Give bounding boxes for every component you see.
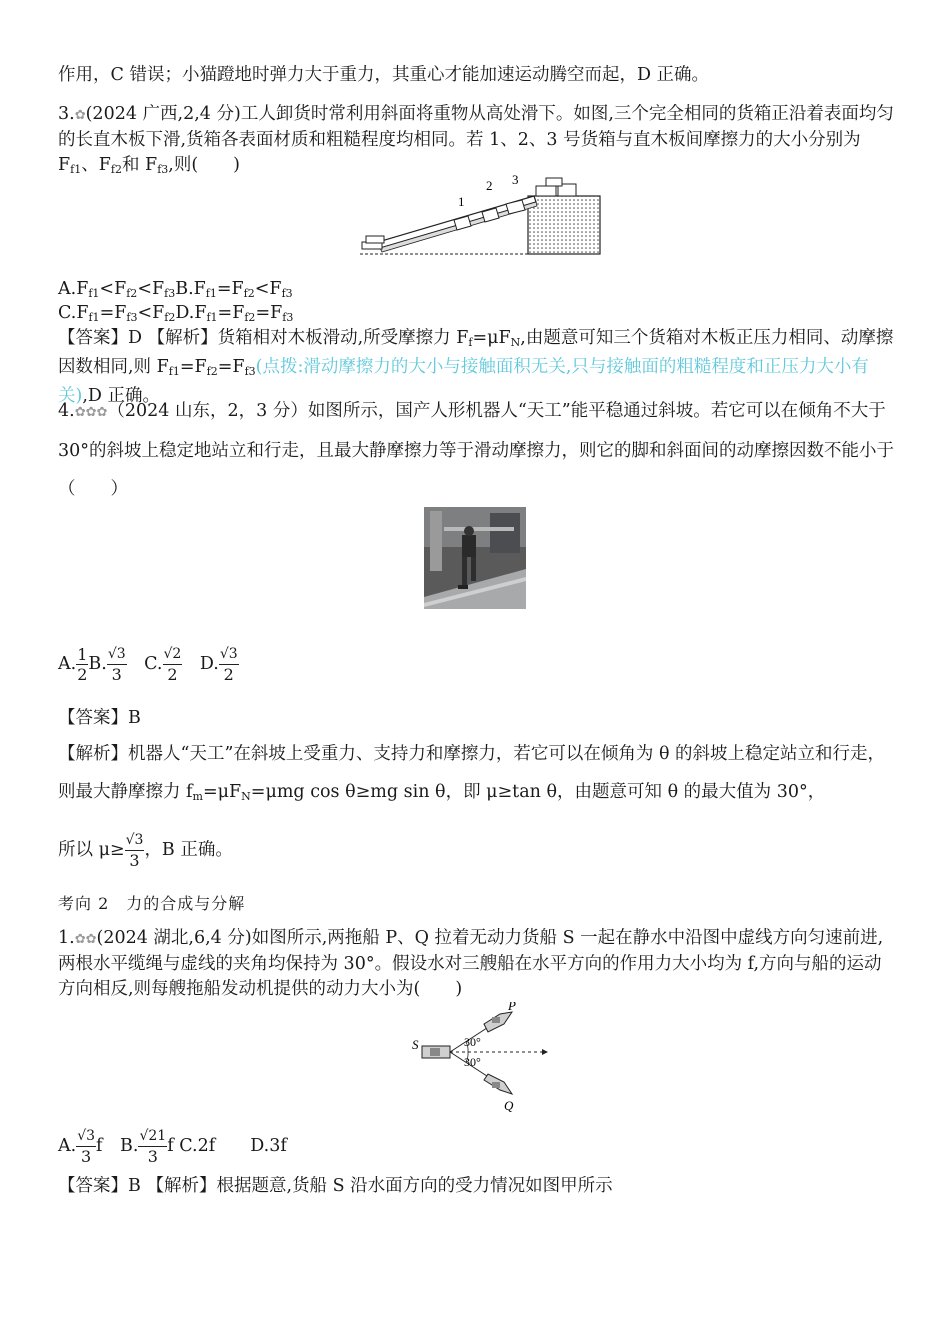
cargo-box-1	[454, 216, 471, 230]
tugboat-q	[484, 1074, 512, 1094]
incline-cargo-figure	[356, 170, 618, 258]
q3-options-line1: $A.F_{f1}<F_{f2}<F_{f3}B.F_{f1}=F_{f2}<F_{f3}$	[58, 279, 293, 300]
q4-stem: 4.✿✿✿（2024 山东，2，3 分）如图所示，国产人形机器人“天工”能平稳通过斜坡。若它可以在倾角不大于 30°的斜坡上稳定地站立和行走，且最大静摩擦力等于滑动摩擦力，则它的脚和斜面间的动摩擦因数不能小于（ ）	[58, 392, 898, 508]
q4-conclusion: 所以 μ≥ $\frac{√3}{3}$ ，B 正确。	[58, 832, 233, 870]
q3-options-line2: $C.F_{f1}=F_{f3}<F_{f2}D.F_{f1}=F_{f2}=F_{f3}$	[58, 303, 294, 324]
box-label-2: 2	[486, 178, 493, 193]
star-rating-icon: ✿	[74, 108, 86, 123]
q4-source: （2024 山东，2，3 分）	[107, 401, 308, 421]
angle-label-top: 30°	[464, 1035, 481, 1049]
q3-number: 3.	[58, 104, 75, 124]
q4-answer: 【答案】B	[58, 708, 141, 728]
q1-option-b: B. $\frac{√21}{3}$ f	[120, 1128, 174, 1166]
q1-source: (2024 湖北,6,4 分)	[96, 928, 252, 948]
q1-options	[58, 1126, 898, 1166]
box-label-3: 3	[512, 172, 519, 187]
label-p: P	[508, 1002, 516, 1013]
platform-block	[528, 196, 600, 254]
q1-number: 1.	[58, 928, 75, 948]
q1-option-c: C.2f	[179, 1136, 216, 1156]
q4-number: 4.	[58, 401, 75, 421]
tugboat-p	[484, 1012, 512, 1032]
tugboat-figure	[408, 1002, 558, 1116]
label-q: Q	[504, 1098, 514, 1113]
q3-answer: 【答案】D	[58, 328, 143, 348]
q3-hint: (点拨:滑动摩擦力的大小与接触面积无关,只与接触面的粗糙程度和正压力大小有关)	[58, 357, 869, 406]
robot-photo	[424, 507, 526, 609]
label-s: S	[412, 1037, 419, 1052]
q1-stem: 1.✿✿(2024 湖北,6,4 分)如图所示,两拖船 P、Q 拉着无动力货船 S 一起在静水中沿图中虚线方向匀速前进,两根水平缆绳与虚线的夹角均保持为 30°。假设水对三艘船在水平方向的作用力大小均为 f,方向与船的运动方向相反,则每艘拖船发动机提供的动力大小为( )	[58, 928, 884, 999]
angle-label-bottom: 30°	[464, 1055, 481, 1069]
q3-source: (2024 广西,2,4 分)	[85, 104, 241, 124]
q3-answer-analysis: 【答案】D 【解析】货箱相对木板滑动,所受摩擦力 $F_f=\mu F_N$,由题意可知三个货箱对木板正压力相同、动摩擦因数相同,则 $F_{f1}=F_{f2}=F_{f3}$(点拨:滑动摩擦力的大小与接触面积无关,只与接触面的粗糙程度和正压力大小有关),D 正确。	[58, 328, 894, 406]
star-rating-icon: ✿✿	[74, 932, 97, 947]
cargo-box-3	[506, 200, 525, 214]
section-title: 考向 2 力的合成与分解	[58, 894, 246, 913]
q1-option-a: A. $\frac{√3}{3}$ f	[58, 1128, 103, 1166]
q4-options	[58, 644, 898, 684]
q4-option-a: A. $\frac{1}{2}$	[58, 645, 88, 684]
q4-option-c: C. $\frac{√2}{2}$	[144, 646, 182, 684]
q1-answer-analysis	[58, 1174, 898, 1199]
q1-answer: 【答案】B	[58, 1176, 141, 1196]
q4-analysis: 【解析】机器人“天工”在斜坡上受重力、支持力和摩擦力，若它可以在倾角为 θ 的斜坡上稳定站立和行走，则最大静摩擦力 $f_m=\mu F_N=\mu mg$ cos θ≥mg sin θ，即 μ≥tan θ，由题意可知 θ 的最大值为 30°，	[58, 744, 886, 803]
q1-analysis: 【解析】根据题意,货船 S 沿水面方向的受力情况如图甲所示	[146, 1176, 613, 1196]
q3-stem: 3.✿(2024 广西,2,4 分)工人卸货时常利用斜面将重物从高处滑下。如图,三个完全相同的货箱正沿着表面均匀的长直木板下滑,货箱各表面材质和粗糙程度均相同。若 1、2、3 号货箱与直木板间摩擦力的大小分别为 $F_{f1}$、$F_{f2}$和 $F_{f3}$,则( )	[58, 104, 894, 176]
q4-option-b: B. $\frac{√3}{3}$	[88, 646, 126, 684]
star-rating-icon: ✿✿✿	[74, 405, 108, 420]
intro-line: 作用，C 错误；小猫蹬地时弹力大于重力，其重心才能加速运动腾空而起，D 正确。	[58, 65, 710, 85]
cargo-ship-s	[422, 1046, 450, 1058]
box-label-1: 1	[458, 194, 465, 209]
q1-option-d: D.3f	[250, 1136, 287, 1156]
q4-option-d: D. $\frac{√3}{2}$	[199, 646, 238, 684]
